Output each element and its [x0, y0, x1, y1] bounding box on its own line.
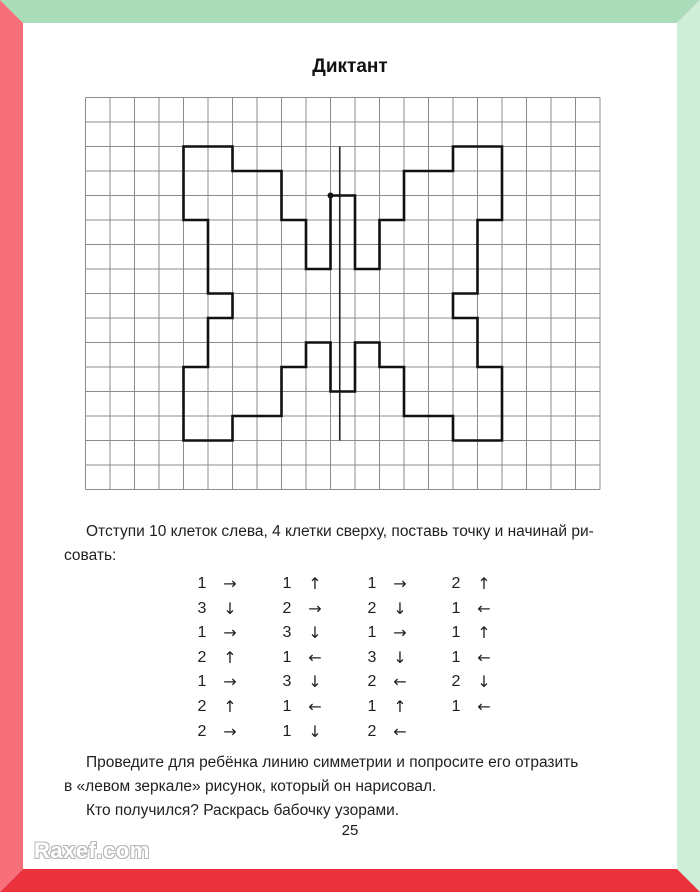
note-line-3: Кто получился? Раскрась бабочку узорами. [86, 802, 400, 819]
step-count: 2 [451, 575, 461, 592]
step-count: 1 [367, 575, 377, 592]
step-count: 1 [282, 575, 292, 592]
step-count: 1 [197, 624, 207, 642]
arrow-down-icon: ↓ [393, 598, 407, 618]
arrow-down-icon: ↓ [308, 672, 322, 692]
arrow-up-icon: ↑ [477, 574, 491, 593]
step-count: 1 [282, 648, 292, 666]
arrow-up-icon: ↑ [393, 697, 407, 716]
instructions-line-2: совать: [64, 547, 117, 564]
arrow-up-icon: ↑ [308, 574, 322, 593]
step-count: 1 [282, 698, 292, 715]
step-count: 2 [197, 648, 207, 666]
instructions-paragraph [64, 520, 639, 568]
start-point-dot [328, 193, 334, 199]
step-count: 1 [197, 575, 207, 592]
arrow-down-icon: ↓ [477, 672, 491, 692]
step-count: 2 [367, 722, 377, 740]
arrow-left-icon: ← [393, 721, 407, 741]
arrow-right-icon: → [393, 623, 407, 643]
note-line-1: Проведите для ребёнка линию симметрии и попросите его отразить [86, 754, 579, 771]
instructions-line-1: Отступи 10 клеток слева, 4 клетки сверху, поставь точку и начинай ри- [86, 523, 594, 540]
arrow-right-icon: → [308, 598, 322, 618]
arrow-right-icon: → [393, 574, 407, 593]
arrow-left-icon: ← [477, 697, 491, 716]
arrow-right-icon: → [223, 672, 237, 692]
arrow-down-icon: ↓ [308, 721, 322, 741]
step-count: 3 [282, 624, 292, 642]
arrow-down-icon: ↓ [223, 598, 237, 618]
arrow-up-icon: ↑ [477, 623, 491, 643]
step-count: 3 [367, 648, 377, 666]
step-count: 3 [282, 673, 292, 691]
arrow-down-icon: ↓ [393, 647, 407, 667]
step-count: 2 [197, 722, 207, 740]
step-count: 2 [282, 599, 292, 617]
grid-lines [86, 98, 601, 490]
page-title: Диктант [312, 56, 388, 77]
arrow-right-icon: → [223, 623, 237, 643]
step-count: 2 [451, 673, 461, 691]
step-count: 1 [197, 673, 207, 691]
arrow-left-icon: ← [393, 672, 407, 692]
step-count: 1 [451, 698, 461, 715]
parent-note-paragraph [64, 751, 654, 823]
step-count: 1 [451, 648, 461, 666]
arrow-right-icon: → [223, 721, 237, 741]
arrow-left-icon: ← [308, 697, 322, 716]
step-count: 1 [367, 698, 377, 715]
step-count: 3 [197, 599, 207, 617]
step-count: 1 [282, 722, 292, 740]
watermark-logo: Raxef.com [34, 838, 150, 863]
step-count: 1 [451, 599, 461, 617]
arrow-down-icon: ↓ [308, 623, 322, 643]
step-count: 2 [367, 599, 377, 617]
arrow-left-icon: ← [308, 647, 322, 667]
note-line-2: в «левом зеркале» рисунок, который он нарисовал. [64, 778, 437, 795]
arrow-up-icon: ↑ [223, 647, 237, 667]
step-count: 1 [451, 624, 461, 642]
step-count: 1 [367, 624, 377, 642]
page-number: 25 [341, 822, 359, 839]
step-count: 2 [367, 673, 377, 691]
arrow-up-icon: ↑ [223, 697, 237, 716]
arrow-left-icon: ← [477, 598, 491, 618]
arrow-right-icon: → [223, 574, 237, 593]
arrow-left-icon: ← [477, 647, 491, 667]
step-count: 2 [197, 698, 207, 715]
